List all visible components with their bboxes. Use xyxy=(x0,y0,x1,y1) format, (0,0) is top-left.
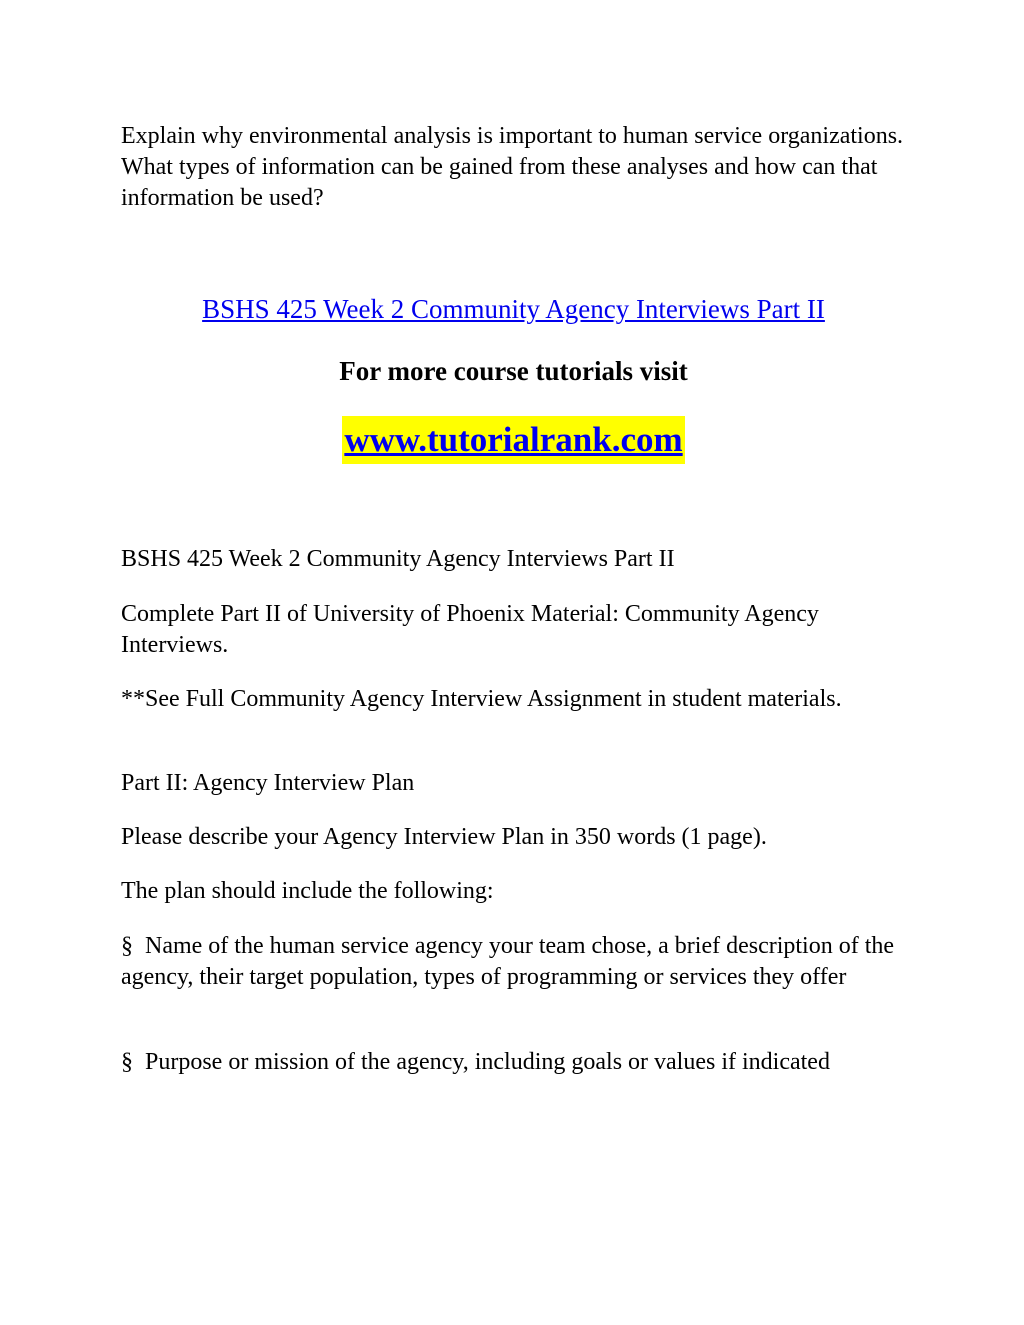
plan-intro: The plan should include the following: xyxy=(121,878,494,904)
list-item xyxy=(121,1047,906,1078)
list-item-text: Purpose or mission of the agency, including goals or values if indicated xyxy=(145,1049,830,1075)
list-item-text: Name of the human service agency your team chose, a brief description of the agency, their target population, types of programming or services they offer xyxy=(121,933,895,990)
intro-question-paragraph: Explain why environmental analysis is important to human service organizations. What types of information can be gained from these analyses and how can that information be used? xyxy=(121,123,904,211)
section-mark-icon: § xyxy=(121,1049,133,1075)
site-link-container xyxy=(121,416,906,464)
see-full-note: **See Full Community Agency Interview Assignment in student materials. xyxy=(121,686,842,712)
section-mark-icon: § xyxy=(121,933,133,959)
visit-heading: For more course tutorials visit xyxy=(339,356,688,386)
complete-instruction: Complete Part II of University of Phoenix Material: Community Agency Interviews. xyxy=(121,601,819,658)
course-link[interactable]: BSHS 425 Week 2 Community Agency Interviews Part II xyxy=(202,294,825,324)
course-link-container xyxy=(121,292,906,326)
site-link[interactable]: www.tutorialrank.com xyxy=(342,416,684,464)
assignment-title: BSHS 425 Week 2 Community Agency Interviews Part II xyxy=(121,546,675,572)
list-item xyxy=(121,931,906,993)
describe-instruction: Please describe your Agency Interview Plan in 350 words (1 page). xyxy=(121,824,767,850)
part-two-heading: Part II: Agency Interview Plan xyxy=(121,770,415,796)
